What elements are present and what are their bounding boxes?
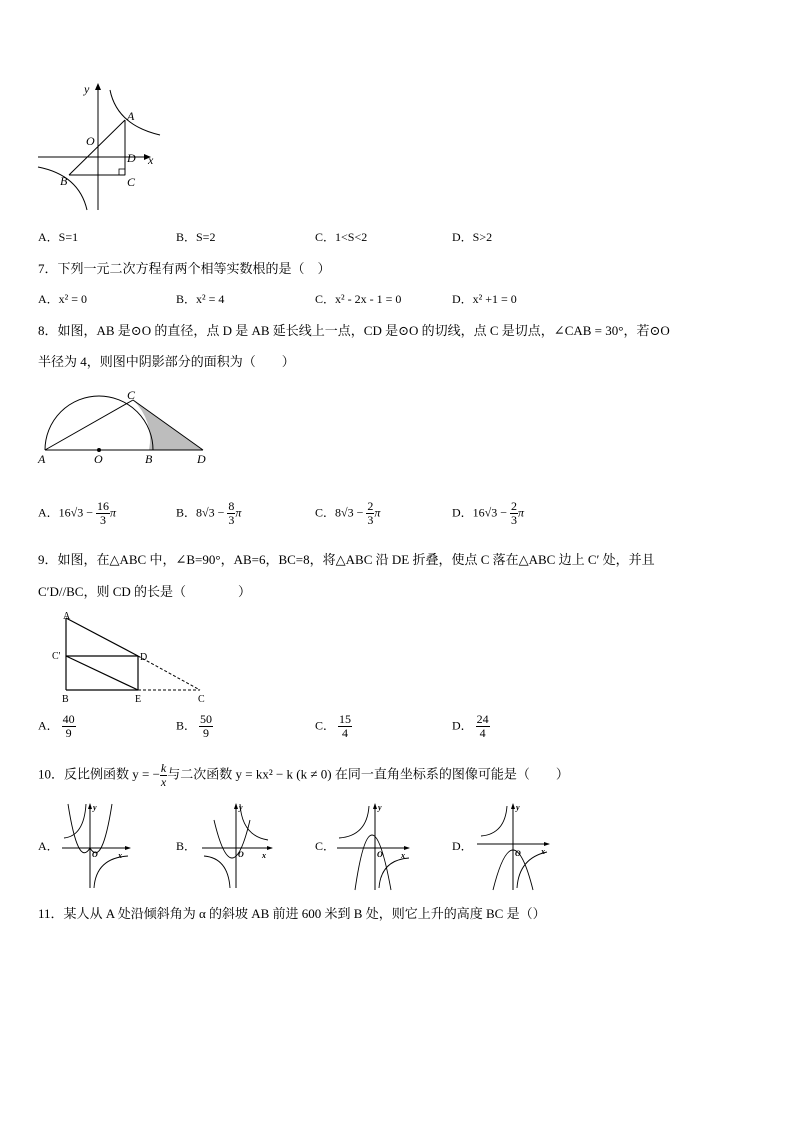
segment-ac bbox=[45, 400, 133, 450]
q9-figure bbox=[50, 610, 215, 705]
hyperbola bbox=[379, 858, 409, 888]
svg-text:O: O bbox=[92, 850, 98, 859]
svg-text:x: x bbox=[118, 851, 122, 860]
label-c: C bbox=[127, 175, 136, 189]
q6-figure bbox=[35, 80, 165, 212]
svg-text:y: y bbox=[93, 803, 97, 812]
label-a: A bbox=[63, 611, 71, 622]
q8-option-b[interactable]: B．8√3 − $\frac{8}{3}$ π bbox=[176, 499, 242, 527]
q10-option-c[interactable]: C． bbox=[315, 839, 336, 853]
hyperbola bbox=[94, 856, 128, 888]
fraction: $\frac{2}{3}$ bbox=[367, 499, 374, 527]
svg-text:x: x bbox=[401, 851, 405, 860]
hyperbola-upper bbox=[110, 90, 160, 135]
parabola bbox=[214, 820, 250, 858]
label-b: B bbox=[62, 694, 69, 705]
q10-option-b[interactable]: B． bbox=[176, 839, 197, 853]
label-o: O bbox=[94, 452, 103, 466]
q9-stem-line2: C′D//BC，则 CD 的长是（ ） bbox=[38, 584, 252, 599]
q7-stem: 7．下列一元二次方程有两个相等实数根的是（ ） bbox=[38, 261, 331, 276]
segment-c1e bbox=[66, 656, 138, 690]
fraction: $\frac{8}{3}$ bbox=[228, 499, 235, 527]
label-c: C bbox=[198, 694, 205, 705]
q6-option-c[interactable]: C．1<S<2 bbox=[315, 230, 368, 244]
q10-graph-b[interactable] bbox=[200, 800, 278, 890]
q6-option-d[interactable]: D．S>2 bbox=[452, 230, 493, 244]
q9-option-c[interactable]: C． $\frac{15}{4}$ bbox=[315, 712, 352, 740]
hyperbola bbox=[339, 806, 369, 838]
svg-text:y: y bbox=[239, 803, 243, 812]
q6-option-a[interactable]: A．S=1 bbox=[38, 230, 79, 244]
parabola bbox=[355, 835, 391, 890]
side-ad bbox=[66, 618, 138, 656]
q9-stem-line1: 9．如图，在△ABC 中，∠B=90°，AB=6，BC=8，将△ABC 沿 DE 折叠，使点 C 落在△ABC 边上 C′ 处，并且 bbox=[38, 552, 655, 567]
fraction: $\frac{40}{9}$ bbox=[62, 712, 75, 740]
q8-stem-line1: 8．如图，AB 是⊙O 的直径，点 D 是 AB 延长线上一点，CD 是⊙O 的切线，点 C 是切点，∠CAB = 30°，若⊙O bbox=[38, 323, 670, 338]
label-o: O bbox=[86, 134, 95, 148]
fraction: $\frac{16}{3}$ bbox=[97, 499, 110, 527]
q9-option-a[interactable]: A． $\frac{40}{9}$ bbox=[38, 712, 75, 740]
label-a: A bbox=[127, 109, 135, 123]
label-e: E bbox=[135, 694, 142, 705]
label-c1: C' bbox=[52, 651, 61, 662]
fraction: $\frac{2}{3}$ bbox=[511, 499, 518, 527]
svg-text:y: y bbox=[516, 803, 520, 812]
label-d: D bbox=[197, 452, 206, 466]
hyperbola bbox=[204, 856, 230, 888]
label-x: x bbox=[148, 153, 154, 167]
label-a: A bbox=[38, 452, 46, 466]
label-d: D bbox=[140, 652, 148, 663]
q8-stem-line2: 半径为 4，则图中阴影部分的面积为（ ） bbox=[38, 354, 295, 369]
right-angle-mark bbox=[119, 169, 125, 175]
q8-option-a[interactable]: A．16√3 − $\frac{16}{3}$ π bbox=[38, 499, 117, 527]
q9-option-b[interactable]: B． $\frac{50}{9}$ bbox=[176, 712, 213, 740]
q8-option-c[interactable]: C．8√3 − $\frac{2}{3}$ π bbox=[315, 499, 381, 527]
label-y: y bbox=[84, 82, 90, 96]
fraction: $\frac{k}{x}$ bbox=[160, 761, 167, 789]
svg-text:O: O bbox=[515, 849, 521, 858]
q10-graph-c[interactable] bbox=[335, 800, 415, 892]
q9-option-d[interactable]: D． $\frac{24}{4}$ bbox=[452, 712, 489, 740]
svg-text:O: O bbox=[377, 850, 383, 859]
label-b: B bbox=[60, 174, 68, 188]
q7-option-b[interactable]: B．x² = 4 bbox=[176, 292, 225, 306]
q10-graph-a[interactable] bbox=[60, 800, 135, 890]
svg-text:x: x bbox=[262, 851, 266, 860]
q7-option-c[interactable]: C．x² - 2x - 1 = 0 bbox=[315, 292, 402, 306]
side-dc-dashed bbox=[138, 656, 200, 690]
q8-figure bbox=[35, 390, 215, 468]
fraction: $\frac{24}{4}$ bbox=[476, 712, 489, 740]
q6-option-b[interactable]: B．S=2 bbox=[176, 230, 216, 244]
label-c: C bbox=[127, 390, 136, 402]
label-d: D bbox=[127, 151, 136, 165]
fraction: $\frac{15}{4}$ bbox=[339, 712, 352, 740]
q7-option-a[interactable]: A．x² = 0 bbox=[38, 292, 88, 306]
q8-option-d[interactable]: D．16√3 − $\frac{2}{3}$ π bbox=[452, 499, 525, 527]
q10-graph-d[interactable] bbox=[475, 800, 555, 892]
semicircle bbox=[45, 396, 153, 450]
svg-text:O: O bbox=[238, 850, 244, 859]
hyperbola bbox=[64, 804, 86, 838]
label-b: B bbox=[145, 452, 153, 466]
hyperbola bbox=[240, 804, 268, 840]
q10-stem: 10．反比例函数 y = − $\frac{k}{x}$ 与二次函数 y = kx² − k (k ≠ 0) 在同一直角坐标系的图像可能是（ ） bbox=[38, 761, 569, 789]
q10-option-a[interactable]: A． bbox=[38, 839, 59, 853]
q11-stem: 11．某人从 A 处沿倾斜角为 α 的斜坡 AB 前进 600 米到 B 处，则它上升的高度 BC 是（） bbox=[38, 906, 546, 921]
fraction: $\frac{50}{9}$ bbox=[200, 712, 213, 740]
segment-ab bbox=[69, 120, 125, 175]
svg-text:x: x bbox=[541, 847, 545, 856]
svg-text:y: y bbox=[378, 803, 382, 812]
hyperbola bbox=[481, 806, 507, 836]
q7-option-d[interactable]: D．x² +1 = 0 bbox=[452, 292, 517, 306]
q10-option-d[interactable]: D． bbox=[452, 839, 473, 853]
